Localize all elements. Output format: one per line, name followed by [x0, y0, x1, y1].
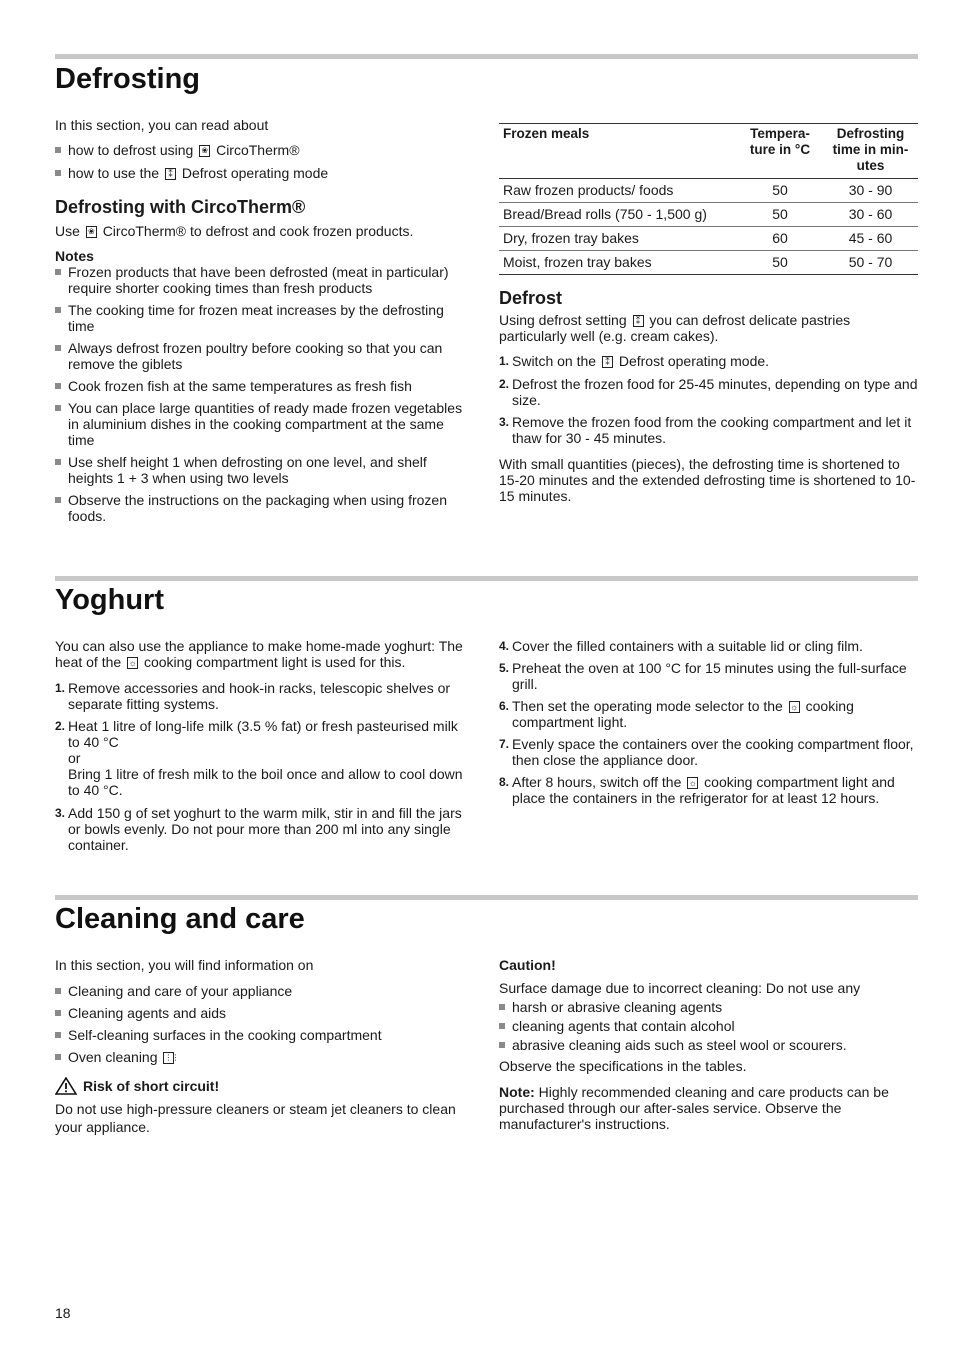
observe-text: Observe the specifications in the tables.: [499, 1058, 747, 1074]
list-item: Frozen products that have been defrosted (meat in particular) require shorter cooking times than fresh products: [55, 264, 470, 296]
yoghurt-intro: You can also use the appliance to make home-made yoghurt: The heat of the ☼ cooking compartment light is used for this.: [55, 638, 470, 670]
section-title-yoghurt: Yoghurt: [55, 584, 164, 616]
table-cell: Moist, frozen tray bakes: [499, 251, 737, 275]
defrost-text: Using defrost setting ⁑ you can defrost delicate pastries particularly well (e.g. cream cakes).: [499, 312, 918, 344]
list-item: how to use the ⁑ Defrost operating mode: [55, 165, 470, 181]
table-row: [499, 251, 918, 275]
section-rule-yoghurt: [55, 576, 918, 581]
circotherm-heading: Defrosting with CircoTherm®: [55, 197, 306, 217]
caution-intro: Surface damage due to incorrect cleaning: Do not use any: [499, 980, 861, 996]
list-item: Always defrost frozen poultry before cooking so that you can remove the giblets: [55, 340, 470, 372]
risk-heading: Risk of short circuit!: [55, 1077, 470, 1095]
risk-text: Do not use high-pressure cleaners or steam jet cleaners to clean your appliance.: [55, 1101, 456, 1135]
yoghurt-right-column: [499, 638, 918, 806]
section-title-cleaning: Cleaning and care: [55, 903, 305, 935]
table-cell: 50: [737, 251, 823, 275]
cleaning-topics-list: [55, 983, 470, 1065]
caution-list: [499, 999, 918, 1053]
yoghurt-steps-left: [55, 680, 470, 853]
list-item: harsh or abrasive cleaning agents: [499, 999, 918, 1015]
table-cell: 30 - 90: [823, 179, 918, 203]
defrosting-right-column: [499, 123, 918, 504]
table-cell: 50 - 70: [823, 251, 918, 275]
defrost-heading: Defrost: [499, 288, 563, 308]
table-cell: 30 - 60: [823, 203, 918, 227]
list-item: how to defrost using ❀ CircoTherm®: [55, 142, 470, 158]
list-item: Cleaning agents and aids: [55, 1005, 470, 1021]
list-item: 3. Add 150 g of set yoghurt to the warm milk, stir in and fill the jars or bowls evenly. Do not pour more than 200 ml into any single container.: [55, 805, 462, 853]
oven-light-icon: [127, 657, 138, 669]
notes-heading: Notes: [55, 248, 94, 264]
table-cell: 50: [737, 179, 823, 203]
defrost-icon: [633, 315, 644, 327]
list-item: 3. Remove the frozen food from the cooking compartment and let it thaw for 30 - 45 minutes.: [499, 414, 912, 446]
defrost-icon: [165, 168, 176, 180]
list-item: Oven cleaning ⋮⋮: [55, 1049, 470, 1065]
oven-light-icon: [789, 701, 800, 713]
list-item: The cooking time for frozen meat increases by the defrosting time: [55, 302, 470, 334]
caution-heading: Caution!: [499, 957, 556, 973]
list-item: abrasive cleaning aids such as steel wool or scourers.: [499, 1037, 918, 1053]
list-item: 7. Evenly space the containers over the cooking compartment floor, then close the appliance door.: [499, 736, 914, 768]
table-cell: 50: [737, 203, 823, 227]
list-item: 2. Heat 1 litre of long-life milk (3.5 % fat) or fresh pasteurised milk to 40 °C or Bring 1 litre of fresh milk to the boil once and allow to cool down to 40 °C.: [55, 718, 463, 798]
page-number: 18: [55, 1305, 71, 1321]
list-item: 5. Preheat the oven at 100 °C for 15 minutes using the full-surface grill.: [499, 660, 907, 692]
defrosting-topics-list: [55, 142, 470, 181]
list-item: Use shelf height 1 when defrosting on one level, and shelf heights 1 + 3 when using two levels: [55, 454, 470, 486]
list-item: 1. Remove accessories and hook-in racks, telescopic shelves or separate fitting systems.: [55, 680, 451, 712]
list-item: 4. Cover the filled containers with a suitable lid or cling film.: [499, 638, 863, 654]
yoghurt-left-column: [55, 638, 470, 853]
oven-cleaning-icon: [163, 1052, 174, 1064]
notes-list: [55, 264, 470, 524]
cleaning-intro: In this section, you will find information on: [55, 957, 314, 973]
section-title-defrosting: Defrosting: [55, 63, 200, 95]
circotherm-text: Use ❀ CircoTherm® to defrost and cook frozen products.: [55, 223, 470, 239]
table-cell: 45 - 60: [823, 227, 918, 251]
fan-heating-icon: [199, 145, 210, 157]
warning-triangle-icon: [55, 1077, 77, 1095]
table-header-cell: Tempera- ture in °C: [737, 124, 823, 179]
table-row: [499, 179, 918, 203]
list-item: 6. Then set the operating mode selector to the ☼ cooking compartment light.: [499, 698, 918, 730]
list-item: 8. After 8 hours, switch off the ☼ cooking compartment light and place the containers in the refrigerator for at least 12 hours.: [499, 774, 918, 806]
list-item: You can place large quantities of ready made frozen vegetables in aluminium dishes in the cooking compartment at the same time: [55, 400, 470, 448]
list-item: 2. Defrost the frozen food for 25-45 minutes, depending on type and size.: [499, 376, 918, 408]
section-rule-cleaning: [55, 895, 918, 900]
fan-heating-icon: [86, 226, 97, 238]
table-header-cell: Frozen meals: [499, 124, 737, 179]
note-text: Note: Highly recommended cleaning and care products can be purchased through our after-sales service. Observe the manufacturer's instructions.: [499, 1084, 889, 1132]
table-header-cell: Defrosting time in min- utes: [823, 124, 918, 179]
list-item: Observe the instructions on the packaging when using frozen foods.: [55, 492, 470, 524]
cleaning-right-column: [499, 957, 918, 1132]
table-cell: 60: [737, 227, 823, 251]
list-item: cleaning agents that contain alcohol: [499, 1018, 918, 1034]
defrosting-left-column: [55, 117, 470, 524]
defrosting-intro: In this section, you can read about: [55, 117, 269, 133]
oven-light-icon: [687, 777, 698, 789]
list-item: Cook frozen fish at the same temperatures as fresh fish: [55, 378, 470, 394]
table-row: [499, 227, 918, 251]
frozen-meals-table: [499, 123, 918, 275]
table-row: [499, 203, 918, 227]
cleaning-left-column: [55, 957, 470, 1136]
table-header-row: [499, 124, 918, 179]
list-item: Self-cleaning surfaces in the cooking compartment: [55, 1027, 470, 1043]
section-rule-defrosting: [55, 54, 918, 59]
table-cell: Bread/Bread rolls (750 - 1,500 g): [499, 203, 737, 227]
defrost-icon: [602, 356, 613, 368]
defrost-footer-text: With small quantities (pieces), the defrosting time is shortened to 15-20 minutes and the extended defrosting time is shortened to 10-15 minutes.: [499, 456, 916, 504]
list-item: 1. Switch on the ⁑ Defrost operating mode.: [499, 353, 918, 369]
table-cell: Dry, frozen tray bakes: [499, 227, 737, 251]
table-cell: Raw frozen products/ foods: [499, 179, 737, 203]
yoghurt-steps-right: [499, 638, 918, 806]
list-item: Cleaning and care of your appliance: [55, 983, 470, 999]
defrost-steps: [499, 353, 918, 446]
